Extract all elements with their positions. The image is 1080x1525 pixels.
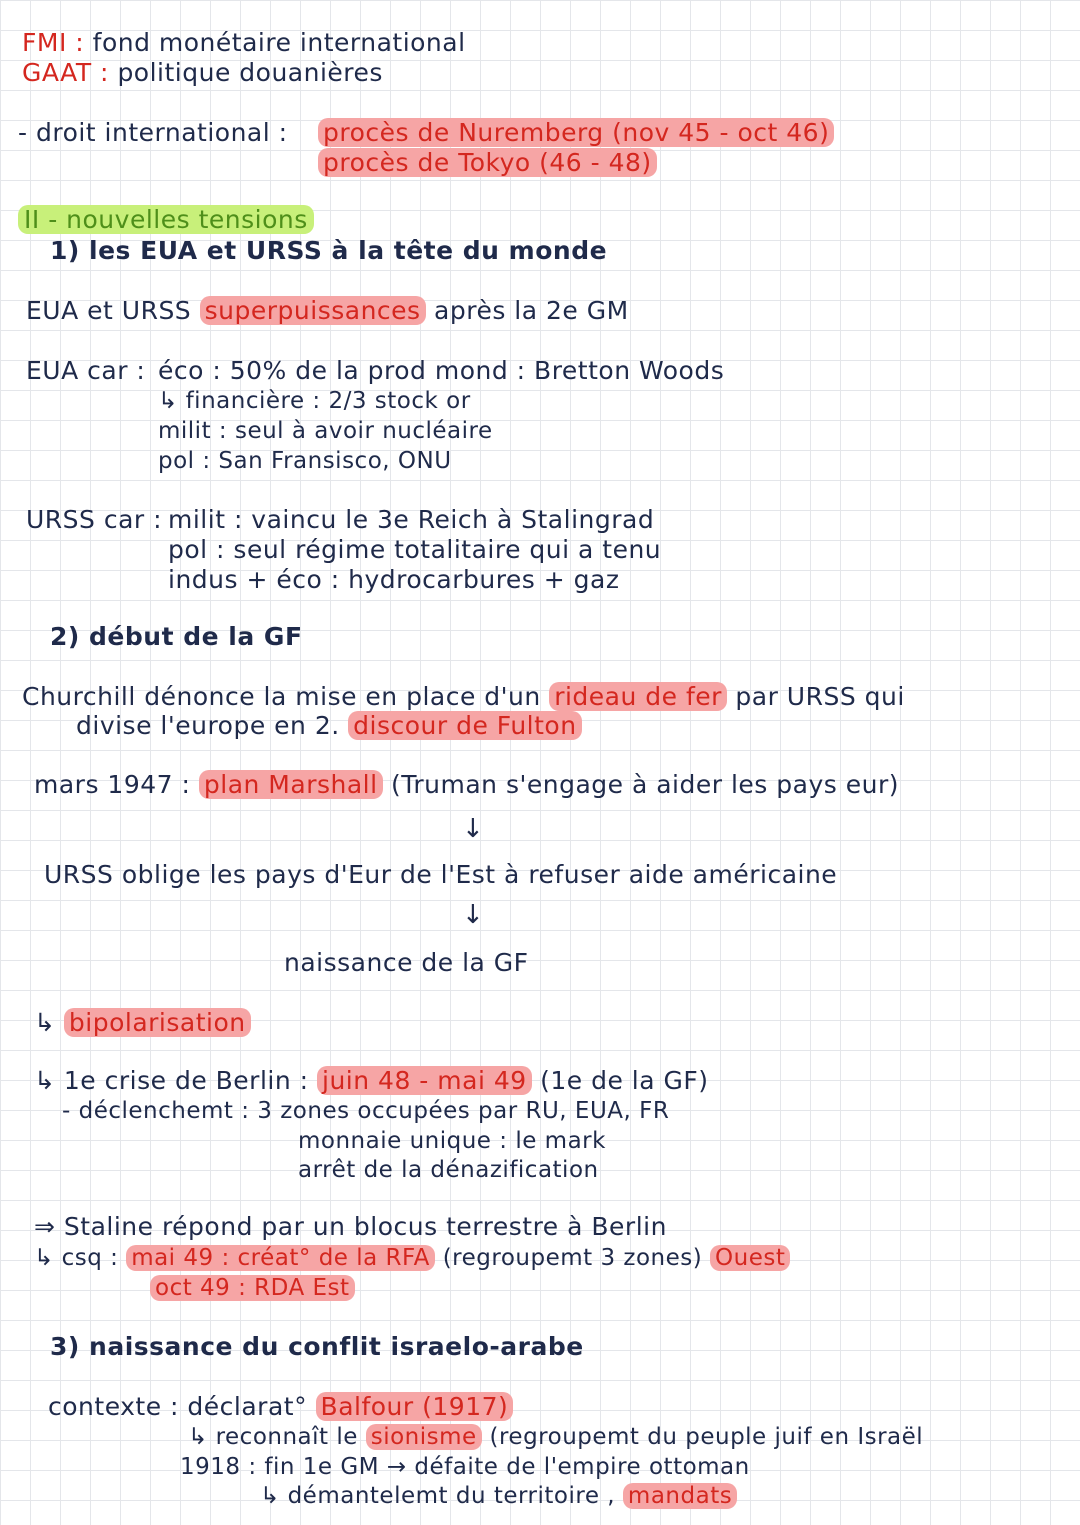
line-staline: ⇒ Staline répond par un blocus terrestre à Berlin (34, 1212, 667, 1241)
line-naissance-gf: naissance de la GF (284, 948, 529, 977)
eua-eco: éco : 50% de la prod mond : Bretton Woods (158, 356, 725, 385)
urss-milit: milit : vaincu le 3e Reich à Stalingrad (168, 505, 655, 534)
eua-car-label: EUA car : (26, 356, 146, 385)
droit-label: - droit international : (18, 118, 288, 147)
section-heading: II - nouvelles tensions (18, 205, 314, 235)
subheading-1: 1) les EUA et URSS à la tête du monde (50, 236, 608, 265)
line-csq: ↳ csq : mai 49 : créat° de la RFA (regroupemt 3 zones) Ouest (34, 1243, 790, 1273)
line-demantelement: ↳ démantelemt du territoire , mandats (260, 1481, 737, 1511)
urss-car-label: URSS car : (26, 505, 163, 534)
droit-nuremberg: procès de Nuremberg (nov 45 - oct 46) (318, 118, 834, 148)
fmi-definition: fond monétaire international (92, 28, 466, 57)
urss-indus: indus + éco : hydrocarbures + gaz (168, 565, 620, 594)
line-rda: oct 49 : RDA Est (150, 1273, 355, 1303)
line-fmi (22, 28, 466, 58)
arrow-down-icon: ↓ (462, 814, 484, 844)
subheading-2: 2) début de la GF (50, 622, 303, 651)
gaat-definition: politique douanières (117, 58, 383, 87)
line-reconnait: ↳ reconnaît le sionisme (regroupemt du peuple juif en Israël (188, 1424, 924, 1450)
line-bipolarisation: ↳ bipolarisation (34, 1008, 251, 1038)
line-marshall: mars 1947 : plan Marshall (Truman s'engage à aider les pays eur) (34, 770, 899, 799)
line-contexte: contexte : déclarat° Balfour (1917) (48, 1392, 513, 1422)
droit-tokyo: procès de Tokyo (46 - 48) (318, 148, 657, 178)
line-fin-1918: 1918 : fin 1e GM → défaite de l'empire ottoman (180, 1454, 750, 1480)
eua-milit: milit : seul à avoir nucléaire (158, 418, 493, 444)
line-superpuissances: EUA et URSS superpuissances après la 2e GM (26, 296, 629, 325)
line-divise: divise l'europe en 2. discour de Fulton (76, 711, 582, 741)
line-arret: arrêt de la dénazification (298, 1157, 599, 1183)
sub-arrow-icon: ↳ (34, 1008, 56, 1037)
gaat-abbr: GAAT : (22, 58, 109, 87)
subheading-3: 3) naissance du conflit israelo-arabe (50, 1332, 584, 1361)
eua-financiere: ↳ financière : 2/3 stock or (158, 388, 471, 414)
line-crise-berlin: ↳ 1e crise de Berlin : juin 48 - mai 49 (1e de la GF) (34, 1066, 709, 1095)
line-monnaie: monnaie unique : le mark (298, 1128, 606, 1154)
line-churchill: Churchill dénonce la mise en place d'un rideau de fer par URSS qui (22, 682, 905, 711)
line-gaat (22, 58, 383, 88)
line-urss-oblige: URSS oblige les pays d'Eur de l'Est à refuser aide américaine (44, 860, 838, 889)
urss-pol: pol : seul régime totalitaire qui a tenu (168, 535, 662, 564)
fmi-abbr: FMI : (22, 28, 85, 57)
arrow-down-icon: ↓ (462, 900, 484, 930)
line-declenchement: - déclenchemt : 3 zones occupées par RU, EUA, FR (62, 1098, 670, 1124)
eua-pol: pol : San Fransisco, ONU (158, 448, 452, 474)
